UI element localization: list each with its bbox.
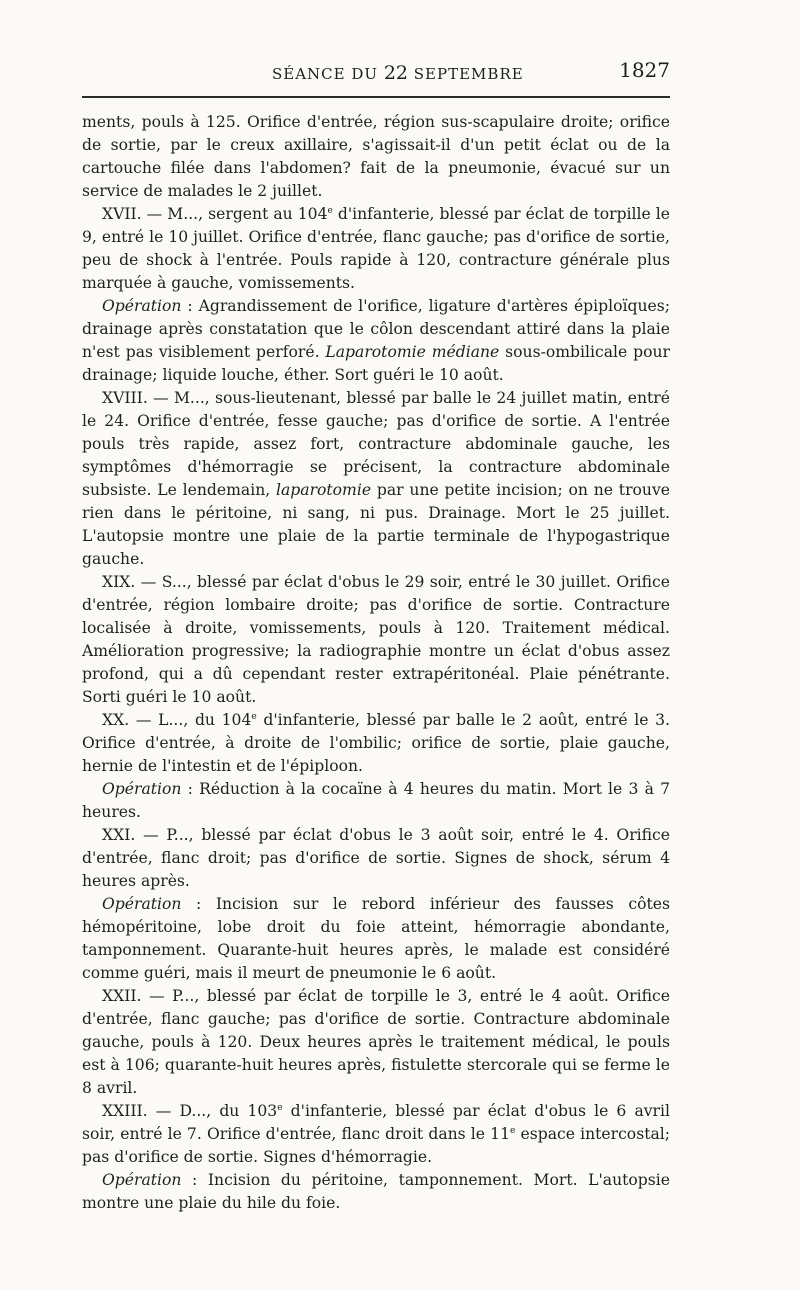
paragraph: Opération : Incision sur le rebord inférieur des fausses côtes hémopéritoine, lobe droit du foie atteint, hémorragie abondante, tamponnement. Quarante-huit heures après, le malade est considéré comme guéri, mais il meurt de pneumonie le 6 août. [82, 895, 670, 982]
running-header [82, 58, 670, 88]
paragraph: XXII. — P..., blessé par éclat de torpille le 3, entré le 4 août. Orifice d'entrée, flanc gauche; pas d'orifice de sortie. Contracture abdominale gauche, pouls à 120. Deux heures après le traitement médical, le pouls est à 106; quarante-huit heures après, fistulette stercorale qui se ferme le 8 avril. [82, 987, 670, 1097]
paragraph: Opération : Réduction à la cocaïne à 4 heures du matin. Mort le 3 à 7 heures. [82, 780, 670, 821]
header-rule [82, 96, 670, 98]
page-number: 1827 [619, 58, 670, 82]
paragraph: XVIII. — M..., sous-lieutenant, blessé par balle le 24 juillet matin, entré le 24. Orifice d'entrée, fesse gauche; pas d'orifice de sortie. A l'entrée pouls très rapide, assez fort, contracture abdominale gauche, les symptômes d'hémorragie se précisent, la contracture abdominale subsiste. Le lendemain, laparotomie par une petite incision; on ne trouve rien dans le péritoine, ni sang, ni pus. Drainage. Mort le 25 juillet. L'autopsie montre une plaie de la partie terminale de l'hypogastrique gauche. [82, 389, 670, 568]
body-text [82, 111, 670, 1215]
paragraph: ments, pouls à 125. Orifice d'entrée, région sus-scapulaire droite; orifice de sortie, par le creux axillaire, s'agissait-il d'un petit éclat ou de la cartouche filée dans l'abdomen? fait de la pneumonie, évacué sur un service de malades le 2 juillet. [82, 113, 670, 200]
paragraph: XXIII. — D..., du 103e d'infanterie, blessé par éclat d'obus le 6 avril soir, entré le 7. Orifice d'entrée, flanc droit dans le 11e espace intercostal; pas d'orifice de sortie. Signes d'hémorragie. [82, 1102, 671, 1166]
paragraph: Opération : Agrandissement de l'orifice, ligature d'artères épiploïques; drainage après constatation que le côlon descendant attiré dans la plaie n'est pas visiblement perforé. Laparotomie médiane sous-ombilicale pour drainage; liquide louche, éther. Sort guéri le 10 août. [82, 297, 670, 384]
paragraph: XXI. — P..., blessé par éclat d'obus le 3 août soir, entré le 4. Orifice d'entrée, flanc droit; pas d'orifice de sortie. Signes de shock, sérum 4 heures après. [82, 826, 670, 890]
header-title: SÉANCE DU 22 SEPTEMBRE [272, 62, 524, 84]
paragraph: XX. — L..., du 104e d'infanterie, blessé par balle le 2 août, entré le 3. Orifice d'entrée, à droite de l'ombilic; orifice de sortie, plaie gauche, hernie de l'intestin et de l'épiploon. [82, 711, 670, 775]
paragraph: Opération : Incision du péritoine, tamponnement. Mort. L'autopsie montre une plaie du hile du foie. [82, 1171, 670, 1212]
paragraph: XIX. — S..., blessé par éclat d'obus le 29 soir, entré le 30 juillet. Orifice d'entrée, région lombaire droite; pas d'orifice de sortie. Contracture localisée à droite, vomissements, pouls à 120. Traitement médical. Amélioration progressive; la radiographie montre un éclat d'obus assez profond, qui a dû cependant rester extrapéritonéal. Plaie pénétrante. Sorti guéri le 10 août. [82, 573, 670, 706]
paragraph: XVII. — M..., sergent au 104e d'infanterie, blessé par éclat de torpille le 9, entré le 10 juillet. Orifice d'entrée, flanc gauche; pas d'orifice de sortie, peu de shock à l'entrée. Pouls rapide à 120, contracture générale plus marquée à gauche, vomissements. [82, 205, 670, 292]
